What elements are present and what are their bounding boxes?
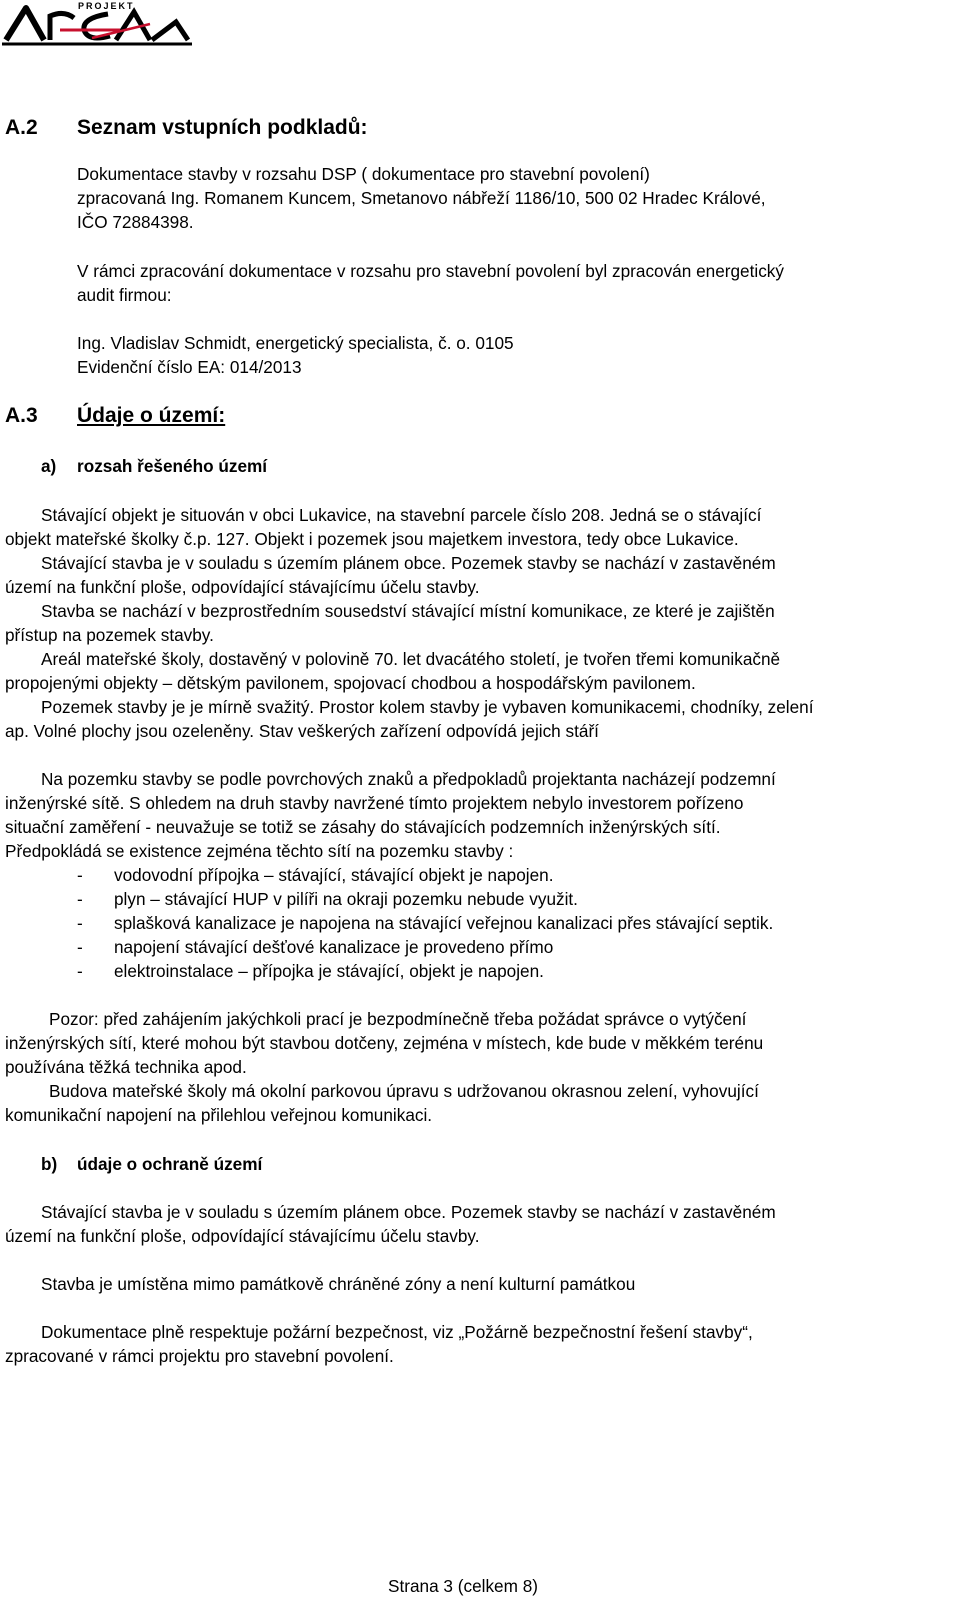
subsection-a-letter: a) [41, 456, 57, 476]
a3-text-line: inženýrské sítě. S ohledem na druh stavby navržené tímto projektem nebylo investorem pořízeno [5, 793, 744, 813]
a3-text-line: území na funkční ploše, odpovídající stávajícímu účelu stavby. [5, 1226, 480, 1246]
a2-text-line: Evidenční číslo EA: 014/2013 [77, 357, 302, 377]
a3-text-line: Stávající stavba je v souladu s územím plánem obce. Pozemek stavby se nachází v zastavěném [41, 1202, 776, 1222]
section-a3-number: A.3 [5, 404, 38, 427]
a2-text-line: audit firmou: [77, 285, 172, 305]
a3-text-line: Pozemek stavby je je mírně svažitý. Prostor kolem stavby je vybaven komunikacemi, chodníky, zelení [41, 697, 814, 717]
a2-text-line: Dokumentace stavby v rozsahu DSP ( dokumentace pro stavební povolení) [77, 164, 650, 184]
list-item [77, 915, 773, 932]
a3-text-line: situační zaměření - neuvažuje se totiž se zásahy do stávajících podzemních inženýrských sítí. [5, 817, 721, 837]
section-a2-title: Seznam vstupních podkladů: [77, 116, 368, 139]
a3-text-line: území na funkční ploše, odpovídající stávajícímu účelu stavby. [5, 577, 480, 597]
company-logo [0, 0, 195, 48]
list-dash: - [77, 889, 83, 909]
a3-text-line: propojenými objekty – dětským pavilonem, spojovací chodbou a hospodářským pavilonem. [5, 673, 696, 693]
a2-text-line: IČO 72884398. [77, 212, 194, 232]
a2-text-line: zpracovaná Ing. Romanem Kuncem, Smetanovo nábřeží 1186/10, 500 02 Hradec Králové, [77, 188, 766, 208]
a3-text-line: komunikační napojení na přilehlou veřejnou komunikaci. [5, 1105, 433, 1125]
list-dash: - [77, 937, 83, 957]
list-item-text: vodovodní přípojka – stávající, stávající objekt je napojen. [114, 865, 554, 885]
a3-text-line: ap. Volné plochy jsou ozeleněny. Stav veškerých zařízení odpovídá jejich stáří [5, 721, 599, 741]
list-item-text: splašková kanalizace je napojena na stávající veřejnou kanalizaci přes stávající septik. [114, 913, 774, 933]
list-dash: - [77, 865, 83, 885]
a3-text-line: Na pozemku stavby se podle povrchových znaků a předpokladů projektanta nacházejí podzemní [41, 769, 776, 789]
list-item [77, 963, 544, 980]
list-dash: - [77, 913, 83, 933]
a3-text-line: Budova mateřské školy má okolní parkovou úpravu s udržovanou okrasnou zelení, vyhovující [49, 1081, 759, 1101]
list-dash: - [77, 961, 83, 981]
a3-text-line: inženýrských sítí, které mohou být stavbou dotčeny, zejména v místech, kde bude v měkkém terénu [5, 1033, 764, 1053]
a3-text-line: Stavba se nachází v bezprostředním sousedství stávající místní komunikace, ze které je zajištěn [41, 601, 775, 621]
section-a3-title: Údaje o území: [77, 404, 226, 427]
list-item-text: napojení stávající dešťové kanalizace je provedeno přímo [114, 937, 554, 957]
a3-text-line: používána těžká technika apod. [5, 1057, 247, 1077]
a3-text-line: zpracované v rámci projektu pro stavební povolení. [5, 1346, 394, 1366]
a3-text-line: Areál mateřské školy, dostavěný v polovině 70. let dvacátého století, je tvořen třemi komunikačně [41, 649, 781, 669]
a3-text-line: objekt mateřské školky č.p. 127. Objekt i pozemek jsou majetkem investora, tedy obce Lukavice. [5, 529, 739, 549]
logo-small-text: PROJEKT [78, 1, 135, 11]
list-item [77, 891, 578, 908]
a3-text-line: Dokumentace plně respektuje požární bezpečnost, viz „Požárně bezpečnostní řešení stavby“, [41, 1322, 753, 1342]
a2-text-line: V rámci zpracování dokumentace v rozsahu pro stavební povolení byl zpracován energetický [77, 261, 784, 281]
a3-text-line: Pozor: před zahájením jakýchkoli prací je bezpodmínečně třeba požádat správce o vytýčení [49, 1009, 747, 1029]
a3-text-line: přístup na pozemek stavby. [5, 625, 214, 645]
list-item-text: elektroinstalace – přípojka je stávající, objekt je napojen. [114, 961, 544, 981]
a3-text-line: Stavba je umístěna mimo památkově chráněné zóny a není kulturní památkou [41, 1274, 636, 1294]
list-item-text: plyn – stávající HUP v pilíři na okraji pozemku nebude využit. [114, 889, 578, 909]
a3-text-line: Předpokládá se existence zejména těchto sítí na pozemku stavby : [5, 841, 514, 861]
page-number: Strana 3 (celkem 8) [388, 1576, 538, 1596]
a3-text-line: Stávající objekt je situován v obci Lukavice, na stavební parcele číslo 208. Jedná se o stávající [41, 505, 762, 525]
a2-text-line: Ing. Vladislav Schmidt, energetický specialista, č. o. 0105 [77, 333, 514, 353]
subsection-b-letter: b) [41, 1154, 58, 1174]
list-item [77, 867, 554, 884]
subsection-b-title: údaje o ochraně území [77, 1154, 263, 1174]
a3-text-line: Stávající stavba je v souladu s územím plánem obce. Pozemek stavby se nachází v zastavěném [41, 553, 776, 573]
section-a2-number: A.2 [5, 116, 38, 139]
subsection-a-title: rozsah řešeného území [77, 456, 268, 476]
list-item [77, 939, 553, 956]
